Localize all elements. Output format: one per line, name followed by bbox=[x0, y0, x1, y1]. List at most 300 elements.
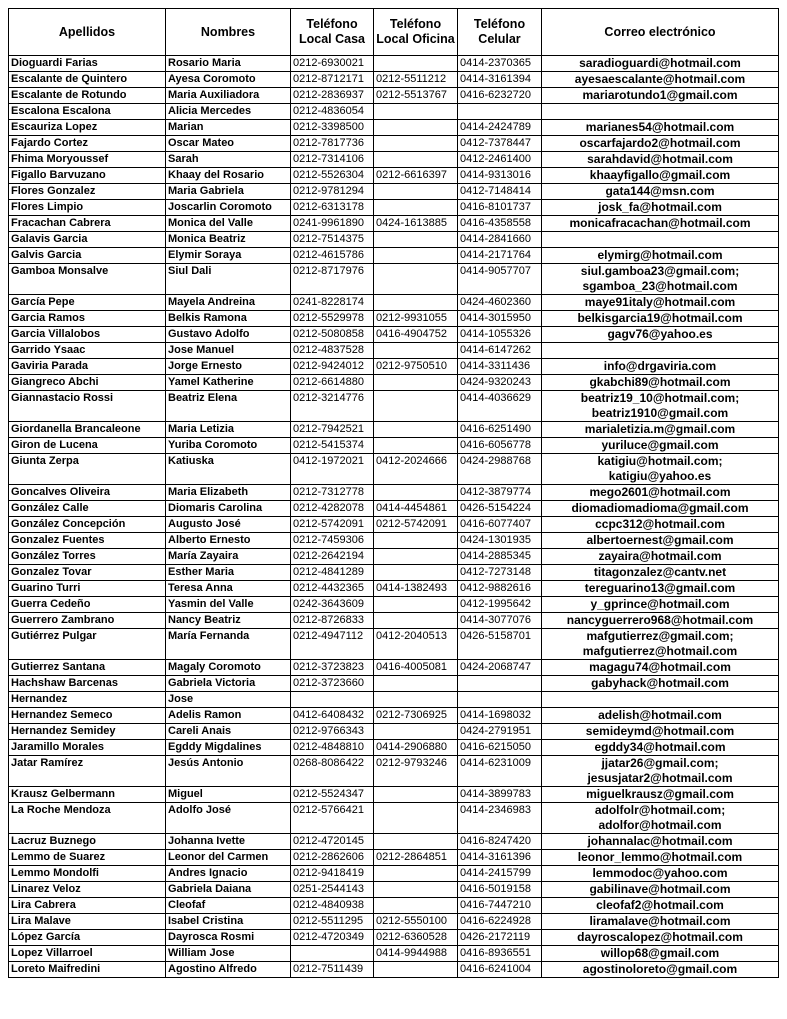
table-row bbox=[9, 740, 779, 756]
email-link[interactable]: willop68@gmail.com bbox=[600, 946, 720, 960]
cell-correo bbox=[542, 264, 779, 295]
cell-tel-casa: 0212-6930021 bbox=[291, 56, 374, 72]
cell-tel-oficina bbox=[374, 724, 458, 740]
cell-tel-casa: 0212-3723660 bbox=[291, 676, 374, 692]
cell-tel-casa: 0212-2642194 bbox=[291, 549, 374, 565]
cell-nombres: Adelis Ramon bbox=[166, 708, 291, 724]
cell-tel-oficina bbox=[374, 152, 458, 168]
cell-nombres: Belkis Ramona bbox=[166, 311, 291, 327]
cell-apellidos: Hernandez Semeco bbox=[9, 708, 166, 724]
cell-tel-celular: 0412-7148414 bbox=[458, 184, 542, 200]
cell-correo bbox=[542, 295, 779, 311]
cell-tel-oficina bbox=[374, 787, 458, 803]
cell-tel-celular: 0414-2424789 bbox=[458, 120, 542, 136]
cell-tel-oficina bbox=[374, 533, 458, 549]
email-link[interactable]: ayesaescalante@hotmail.com bbox=[574, 72, 746, 86]
email-link[interactable]: egddy34@hotmail.com bbox=[594, 740, 726, 754]
table-row bbox=[9, 724, 779, 740]
cell-apellidos: Lemmo de Suarez bbox=[9, 850, 166, 866]
email-link[interactable]: beatriz1910@gmail.com bbox=[591, 406, 729, 420]
email-link[interactable]: info@drgaviria.com bbox=[603, 359, 717, 373]
cell-apellidos: González Concepción bbox=[9, 517, 166, 533]
table-row bbox=[9, 295, 779, 311]
cell-tel-casa: 0212-5766421 bbox=[291, 803, 374, 834]
email-link[interactable]: miguelkrausz@gmail.com bbox=[586, 787, 734, 801]
email-link[interactable]: dayroscalopez@hotmail.com bbox=[577, 930, 743, 944]
table-row bbox=[9, 629, 779, 660]
cell-apellidos: Giron de Lucena bbox=[9, 438, 166, 454]
table-row bbox=[9, 375, 779, 391]
cell-apellidos: Garrido Ysaac bbox=[9, 343, 166, 359]
email-link[interactable]: adelish@hotmail.com bbox=[598, 708, 722, 722]
cell-apellidos: Lopez Villarroel bbox=[9, 946, 166, 962]
cell-tel-oficina: 0414-1382493 bbox=[374, 581, 458, 597]
table-row bbox=[9, 549, 779, 565]
table-row bbox=[9, 803, 779, 834]
cell-tel-casa: 0212-7459306 bbox=[291, 533, 374, 549]
cell-apellidos: Gaviria Parada bbox=[9, 359, 166, 375]
email-link[interactable]: khaayfigallo@gmail.com bbox=[589, 168, 731, 182]
table-row bbox=[9, 787, 779, 803]
table-row bbox=[9, 343, 779, 359]
cell-apellidos: Lira Cabrera bbox=[9, 898, 166, 914]
cell-nombres: Sarah bbox=[166, 152, 291, 168]
cell-tel-celular: 0416-8247420 bbox=[458, 834, 542, 850]
cell-tel-oficina bbox=[374, 676, 458, 692]
table-row bbox=[9, 565, 779, 581]
cell-tel-oficina: 0212-9750510 bbox=[374, 359, 458, 375]
email-link[interactable]: saradioguardi@hotmail.com bbox=[579, 56, 741, 70]
cell-tel-casa: 0212-4840938 bbox=[291, 898, 374, 914]
cell-tel-oficina bbox=[374, 295, 458, 311]
cell-correo bbox=[542, 184, 779, 200]
cell-correo bbox=[542, 787, 779, 803]
cell-tel-celular: 0416-6215050 bbox=[458, 740, 542, 756]
cell-tel-casa: 0212-9766343 bbox=[291, 724, 374, 740]
cell-tel-casa: 0412-6408432 bbox=[291, 708, 374, 724]
cell-tel-oficina bbox=[374, 184, 458, 200]
table-row bbox=[9, 613, 779, 629]
cell-nombres: Yuriba Coromoto bbox=[166, 438, 291, 454]
email-link[interactable]: gata144@msn.com bbox=[605, 184, 715, 198]
cell-correo bbox=[542, 88, 779, 104]
cell-correo bbox=[542, 485, 779, 501]
email-link[interactable]: yuriluce@gmail.com bbox=[601, 438, 719, 452]
cell-apellidos: Jatar Ramírez bbox=[9, 756, 166, 787]
cell-nombres: Gabriela Victoria bbox=[166, 676, 291, 692]
cell-tel-casa: 0212-5526304 bbox=[291, 168, 374, 184]
cell-correo bbox=[542, 756, 779, 787]
table-row bbox=[9, 311, 779, 327]
cell-nombres: Marian bbox=[166, 120, 291, 136]
cell-apellidos: Gamboa Monsalve bbox=[9, 264, 166, 295]
cell-tel-casa: 0212-8726833 bbox=[291, 613, 374, 629]
email-link[interactable]: marialetizia.m@gmail.com bbox=[584, 422, 736, 436]
cell-apellidos: Hernandez Semidey bbox=[9, 724, 166, 740]
cell-nombres: Jose bbox=[166, 692, 291, 708]
cell-correo bbox=[542, 962, 779, 978]
email-link[interactable]: y_gprince@hotmail.com bbox=[590, 597, 730, 611]
cell-nombres: Esther Maria bbox=[166, 565, 291, 581]
header-nombres: Nombres bbox=[166, 9, 291, 56]
cell-tel-oficina: 0424-1613885 bbox=[374, 216, 458, 232]
email-link[interactable]: agostinoloreto@gmail.com bbox=[582, 962, 738, 976]
cell-apellidos: Garcia Villalobos bbox=[9, 327, 166, 343]
email-link[interactable]: jjatar26@gmail.com; bbox=[601, 756, 719, 770]
table-row bbox=[9, 962, 779, 978]
email-link[interactable]: mafgutierrez@hotmail.com bbox=[582, 644, 738, 658]
cell-tel-casa bbox=[291, 692, 374, 708]
cell-correo bbox=[542, 168, 779, 184]
cell-apellidos: García Pepe bbox=[9, 295, 166, 311]
cell-apellidos: Lacruz Buznego bbox=[9, 834, 166, 850]
cell-tel-oficina bbox=[374, 264, 458, 295]
email-link[interactable]: diomadiomadioma@gmail.com bbox=[571, 501, 749, 515]
table-row bbox=[9, 597, 779, 613]
cell-tel-oficina bbox=[374, 834, 458, 850]
cell-tel-casa: 0412-1972021 bbox=[291, 454, 374, 485]
cell-tel-celular: 0414-2841660 bbox=[458, 232, 542, 248]
email-link[interactable]: gagv76@yahoo.es bbox=[607, 327, 713, 341]
cell-apellidos: Giannastacio Rossi bbox=[9, 391, 166, 422]
email-link bbox=[544, 232, 776, 247]
cell-tel-casa: 0212-5080858 bbox=[291, 327, 374, 343]
cell-nombres: Ayesa Coromoto bbox=[166, 72, 291, 88]
cell-tel-casa: 0212-6614880 bbox=[291, 375, 374, 391]
email-link[interactable]: leonor_lemmo@hotmail.com bbox=[577, 850, 743, 864]
cell-tel-celular: 0424-1301935 bbox=[458, 533, 542, 549]
cell-tel-oficina: 0212-6616397 bbox=[374, 168, 458, 184]
table-row bbox=[9, 216, 779, 232]
cell-apellidos: González Calle bbox=[9, 501, 166, 517]
cell-correo bbox=[542, 136, 779, 152]
cell-tel-casa: 0212-8712171 bbox=[291, 72, 374, 88]
email-link[interactable]: monicafracachan@hotmail.com bbox=[569, 216, 751, 230]
table-row bbox=[9, 438, 779, 454]
header-tel-celular: Teléfono Celular bbox=[458, 9, 542, 56]
cell-correo bbox=[542, 930, 779, 946]
table-row bbox=[9, 660, 779, 676]
cell-correo bbox=[542, 660, 779, 676]
cell-tel-celular: 0412-3879774 bbox=[458, 485, 542, 501]
cell-correo bbox=[542, 422, 779, 438]
cell-correo bbox=[542, 248, 779, 264]
email-link[interactable]: mafgutierrez@gmail.com; bbox=[586, 629, 734, 643]
cell-apellidos: Lira Malave bbox=[9, 914, 166, 930]
cell-tel-oficina: 0212-7306925 bbox=[374, 708, 458, 724]
table-row bbox=[9, 454, 779, 485]
cell-tel-oficina bbox=[374, 343, 458, 359]
cell-tel-oficina bbox=[374, 597, 458, 613]
email-link[interactable]: albertoernest@gmail.com bbox=[586, 533, 734, 547]
email-link[interactable]: gkabchi89@hotmail.com bbox=[589, 375, 731, 389]
cell-tel-celular: 0426-5158701 bbox=[458, 629, 542, 660]
email-link[interactable]: jesusjatar2@hotmail.com bbox=[587, 771, 733, 785]
cell-tel-casa: 0212-9781294 bbox=[291, 184, 374, 200]
cell-correo bbox=[542, 359, 779, 375]
cell-tel-oficina bbox=[374, 613, 458, 629]
cell-tel-casa: 0241-8228174 bbox=[291, 295, 374, 311]
cell-tel-oficina: 0212-9793246 bbox=[374, 756, 458, 787]
table-row bbox=[9, 359, 779, 375]
table-row bbox=[9, 248, 779, 264]
cell-tel-casa: 0212-2836937 bbox=[291, 88, 374, 104]
cell-nombres: María Fernanda bbox=[166, 629, 291, 660]
cell-correo bbox=[542, 708, 779, 724]
email-link[interactable]: titagonzalez@cantv.net bbox=[593, 565, 727, 579]
cell-correo bbox=[542, 438, 779, 454]
cell-nombres: Maria Letizia bbox=[166, 422, 291, 438]
cell-nombres: Jose Manuel bbox=[166, 343, 291, 359]
cell-correo bbox=[542, 216, 779, 232]
cell-nombres: Isabel Cristina bbox=[166, 914, 291, 930]
cell-tel-casa: 0212-3723823 bbox=[291, 660, 374, 676]
email-link[interactable]: adolfolr@hotmail.com; bbox=[594, 803, 726, 817]
cell-nombres: Yasmin del Valle bbox=[166, 597, 291, 613]
cell-nombres: Alberto Ernesto bbox=[166, 533, 291, 549]
cell-tel-oficina bbox=[374, 56, 458, 72]
email-link[interactable]: mego2601@hotmail.com bbox=[589, 485, 731, 499]
cell-nombres: Jorge Ernesto bbox=[166, 359, 291, 375]
cell-nombres: Andres Ignacio bbox=[166, 866, 291, 882]
cell-tel-celular: 0414-6231009 bbox=[458, 756, 542, 787]
cell-tel-casa: 0212-7312778 bbox=[291, 485, 374, 501]
cell-nombres: Gustavo Adolfo bbox=[166, 327, 291, 343]
cell-tel-casa: 0212-5529978 bbox=[291, 311, 374, 327]
email-link[interactable]: tereguarino13@gmail.com bbox=[584, 581, 736, 595]
table-row bbox=[9, 184, 779, 200]
cell-apellidos: La Roche Mendoza bbox=[9, 803, 166, 834]
table-row bbox=[9, 391, 779, 422]
table-row bbox=[9, 200, 779, 216]
email-link[interactable]: johannalac@hotmail.com bbox=[587, 834, 733, 848]
table-row bbox=[9, 914, 779, 930]
cell-tel-celular: 0414-2346983 bbox=[458, 803, 542, 834]
cell-tel-oficina bbox=[374, 692, 458, 708]
cell-nombres: Teresa Anna bbox=[166, 581, 291, 597]
cell-tel-casa: 0241-9961890 bbox=[291, 216, 374, 232]
cell-nombres: Alicia Mercedes bbox=[166, 104, 291, 120]
cell-tel-casa: 0212-7942521 bbox=[291, 422, 374, 438]
cell-apellidos: Figallo Barvuzano bbox=[9, 168, 166, 184]
email-link[interactable]: maye91italy@hotmail.com bbox=[584, 295, 736, 309]
cell-correo bbox=[542, 898, 779, 914]
cell-tel-celular bbox=[458, 676, 542, 692]
cell-tel-oficina bbox=[374, 898, 458, 914]
table-row bbox=[9, 708, 779, 724]
cell-tel-celular: 0416-5019158 bbox=[458, 882, 542, 898]
email-link[interactable]: oscarfajardo2@hotmail.com bbox=[579, 136, 741, 150]
cell-tel-casa: 0251-2544143 bbox=[291, 882, 374, 898]
cell-correo bbox=[542, 232, 779, 248]
cell-nombres: Oscar Mateo bbox=[166, 136, 291, 152]
cell-apellidos: López García bbox=[9, 930, 166, 946]
cell-nombres: Monica Beatriz bbox=[166, 232, 291, 248]
email-link[interactable]: semideymd@hotmail.com bbox=[585, 724, 735, 738]
email-link[interactable]: lemmodoc@yahoo.com bbox=[592, 866, 728, 880]
email-link[interactable]: siul.gamboa23@gmail.com; bbox=[580, 264, 740, 278]
cell-tel-celular: 0416-6251490 bbox=[458, 422, 542, 438]
cell-tel-casa: 0212-4432365 bbox=[291, 581, 374, 597]
cell-tel-celular: 0414-3015950 bbox=[458, 311, 542, 327]
table-row bbox=[9, 930, 779, 946]
cell-tel-celular: 0424-2988768 bbox=[458, 454, 542, 485]
cell-apellidos: Goncalves Oliveira bbox=[9, 485, 166, 501]
cell-nombres: Khaay del Rosario bbox=[166, 168, 291, 184]
cell-tel-casa: 0212-3398500 bbox=[291, 120, 374, 136]
cell-tel-oficina bbox=[374, 391, 458, 422]
table-row bbox=[9, 168, 779, 184]
cell-apellidos: Gonzalez Fuentes bbox=[9, 533, 166, 549]
cell-apellidos: Loreto Maifredini bbox=[9, 962, 166, 978]
email-link[interactable]: zayaira@hotmail.com bbox=[598, 549, 722, 563]
cell-tel-celular: 0416-6056778 bbox=[458, 438, 542, 454]
cell-tel-celular: 0414-2885345 bbox=[458, 549, 542, 565]
table-row bbox=[9, 422, 779, 438]
cell-tel-oficina: 0414-9944988 bbox=[374, 946, 458, 962]
cell-tel-casa: 0242-3643609 bbox=[291, 597, 374, 613]
cell-apellidos: Escalona Escalona bbox=[9, 104, 166, 120]
email-link[interactable]: sarahdavid@hotmail.com bbox=[587, 152, 733, 166]
table-row bbox=[9, 581, 779, 597]
cell-tel-celular: 0412-2461400 bbox=[458, 152, 542, 168]
cell-tel-oficina bbox=[374, 866, 458, 882]
cell-apellidos: González Torres bbox=[9, 549, 166, 565]
cell-apellidos: Galvis Garcia bbox=[9, 248, 166, 264]
cell-correo bbox=[542, 834, 779, 850]
table-row bbox=[9, 501, 779, 517]
cell-tel-celular: 0416-7447210 bbox=[458, 898, 542, 914]
email-link[interactable]: gabyhack@hotmail.com bbox=[591, 676, 729, 690]
cell-tel-celular: 0424-2791951 bbox=[458, 724, 542, 740]
table-row bbox=[9, 898, 779, 914]
cell-correo bbox=[542, 676, 779, 692]
table-body bbox=[9, 56, 779, 978]
cell-tel-celular: 0414-3161396 bbox=[458, 850, 542, 866]
cell-correo bbox=[542, 946, 779, 962]
email-link[interactable]: katigiu@yahoo.es bbox=[608, 469, 712, 483]
table-row bbox=[9, 152, 779, 168]
cell-correo bbox=[542, 152, 779, 168]
cell-tel-celular: 0412-7378447 bbox=[458, 136, 542, 152]
email-link[interactable]: magagu74@hotmail.com bbox=[589, 660, 731, 674]
cell-tel-oficina: 0212-5513767 bbox=[374, 88, 458, 104]
cell-tel-celular: 0424-9320243 bbox=[458, 375, 542, 391]
email-link[interactable]: mariarotundo1@gmail.com bbox=[582, 88, 738, 102]
cell-correo bbox=[542, 597, 779, 613]
cell-nombres: Siul Dali bbox=[166, 264, 291, 295]
cell-tel-casa: 0212-7817736 bbox=[291, 136, 374, 152]
email-link[interactable]: katigiu@hotmail.com; bbox=[597, 454, 723, 468]
cell-correo bbox=[542, 740, 779, 756]
email-link[interactable]: nancyguerrero968@hotmail.com bbox=[566, 613, 754, 627]
cell-correo bbox=[542, 850, 779, 866]
cell-nombres: Egddy Migdalines bbox=[166, 740, 291, 756]
cell-correo bbox=[542, 104, 779, 120]
cell-correo bbox=[542, 391, 779, 422]
cell-tel-oficina: 0212-5550100 bbox=[374, 914, 458, 930]
cell-apellidos: Lemmo Mondolfi bbox=[9, 866, 166, 882]
contact-table bbox=[8, 8, 779, 978]
cell-nombres: Dayrosca Rosmi bbox=[166, 930, 291, 946]
cell-correo bbox=[542, 501, 779, 517]
cell-tel-casa: 0212-5742091 bbox=[291, 517, 374, 533]
cell-correo bbox=[542, 327, 779, 343]
cell-tel-celular: 0412-7273148 bbox=[458, 565, 542, 581]
email-link[interactable]: gabilinave@hotmail.com bbox=[589, 882, 731, 896]
cell-tel-oficina bbox=[374, 232, 458, 248]
table-row bbox=[9, 72, 779, 88]
cell-tel-celular: 0414-1698032 bbox=[458, 708, 542, 724]
table-row bbox=[9, 232, 779, 248]
cell-nombres: William Jose bbox=[166, 946, 291, 962]
table-row bbox=[9, 120, 779, 136]
cell-tel-celular: 0414-3311436 bbox=[458, 359, 542, 375]
cell-apellidos: Fhima Moryoussef bbox=[9, 152, 166, 168]
cell-tel-casa: 0212-9424012 bbox=[291, 359, 374, 375]
cell-apellidos: Flores Limpio bbox=[9, 200, 166, 216]
email-link[interactable]: marianes54@hotmail.com bbox=[585, 120, 735, 134]
email-link[interactable]: liramalave@hotmail.com bbox=[589, 914, 731, 928]
cell-tel-celular: 0416-6224928 bbox=[458, 914, 542, 930]
cell-tel-casa: 0212-5415374 bbox=[291, 438, 374, 454]
cell-correo bbox=[542, 56, 779, 72]
cell-tel-oficina: 0412-2024666 bbox=[374, 454, 458, 485]
cell-nombres: Rosario Maria bbox=[166, 56, 291, 72]
cell-tel-celular: 0424-2068747 bbox=[458, 660, 542, 676]
cell-apellidos: Galavis Garcia bbox=[9, 232, 166, 248]
cell-tel-oficina bbox=[374, 104, 458, 120]
cell-nombres: Mayela Andreina bbox=[166, 295, 291, 311]
email-link[interactable]: sgamboa_23@hotmail.com bbox=[582, 279, 738, 293]
email-link[interactable]: ccpc312@hotmail.com bbox=[595, 517, 725, 531]
cell-tel-casa: 0212-7314106 bbox=[291, 152, 374, 168]
cell-tel-oficina bbox=[374, 200, 458, 216]
cell-tel-oficina: 0212-2864851 bbox=[374, 850, 458, 866]
cell-tel-casa: 0212-4837528 bbox=[291, 343, 374, 359]
cell-apellidos: Gutiérrez Pulgar bbox=[9, 629, 166, 660]
cell-tel-oficina: 0212-9931055 bbox=[374, 311, 458, 327]
email-link bbox=[544, 104, 776, 119]
table-row bbox=[9, 850, 779, 866]
cell-apellidos: Hernandez bbox=[9, 692, 166, 708]
table-row bbox=[9, 756, 779, 787]
email-link[interactable]: beatriz19_10@hotmail.com; bbox=[580, 391, 740, 405]
table-row bbox=[9, 866, 779, 882]
cell-tel-casa bbox=[291, 946, 374, 962]
email-link[interactable]: elymirg@hotmail.com bbox=[597, 248, 723, 262]
cell-tel-casa: 0212-6313178 bbox=[291, 200, 374, 216]
cell-nombres: Monica del Valle bbox=[166, 216, 291, 232]
cell-tel-oficina: 0412-2040513 bbox=[374, 629, 458, 660]
email-link[interactable]: cleofaf2@hotmail.com bbox=[596, 898, 724, 912]
cell-tel-celular bbox=[458, 104, 542, 120]
cell-apellidos: Krausz Gelbermann bbox=[9, 787, 166, 803]
cell-tel-oficina bbox=[374, 962, 458, 978]
cell-nombres: Maria Auxiliadora bbox=[166, 88, 291, 104]
cell-tel-oficina: 0212-5742091 bbox=[374, 517, 458, 533]
cell-correo bbox=[542, 692, 779, 708]
cell-tel-celular: 0414-2171764 bbox=[458, 248, 542, 264]
email-link[interactable]: josk_fa@hotmail.com bbox=[598, 200, 722, 214]
email-link[interactable]: belkisgarcia19@hotmail.com bbox=[577, 311, 743, 325]
email-link[interactable]: adolfor@hotmail.com bbox=[598, 818, 722, 832]
table-row bbox=[9, 882, 779, 898]
cell-apellidos: Dioguardi Farias bbox=[9, 56, 166, 72]
cell-tel-celular: 0414-2370365 bbox=[458, 56, 542, 72]
cell-tel-casa: 0212-3214776 bbox=[291, 391, 374, 422]
cell-tel-celular: 0416-4358558 bbox=[458, 216, 542, 232]
